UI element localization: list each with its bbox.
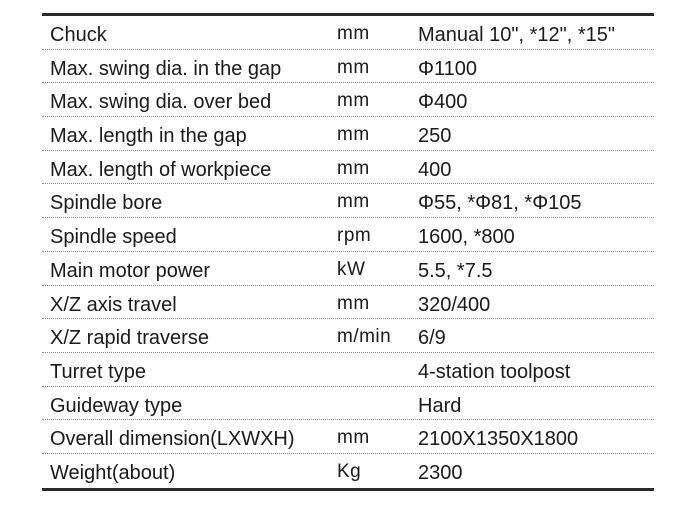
row-parameter: Spindle bore	[50, 192, 163, 215]
row-value: 1600, *800	[418, 226, 515, 249]
row-value: 320/400	[418, 293, 491, 316]
row-parameter: Max. length in the gap	[50, 125, 247, 148]
table-row	[42, 420, 654, 454]
row-unit: Kg	[337, 460, 362, 482]
row-unit: mm	[337, 23, 370, 44]
row-unit: mm	[337, 90, 370, 112]
table-row	[42, 353, 654, 387]
row-value: 2300	[418, 461, 463, 484]
row-parameter: Max. length of workpiece	[50, 158, 272, 181]
row-value: 6/9	[418, 327, 446, 350]
row-parameter: Max. swing dia. over bed	[50, 91, 272, 114]
row-unit: mm	[337, 427, 370, 449]
row-parameter: Chuck	[50, 24, 107, 46]
spec-table	[42, 13, 654, 491]
row-parameter: X/Z axis travel	[50, 293, 177, 316]
row-value: 4-station toolpost	[418, 360, 571, 383]
row-value: Φ1100	[418, 57, 477, 80]
row-parameter: Spindle speed	[50, 226, 177, 249]
row-value: Manual 10", *12", *15"	[418, 24, 615, 46]
row-parameter: Main motor power	[50, 259, 211, 282]
table-row	[42, 117, 654, 151]
table-row	[42, 151, 654, 185]
table-row	[42, 286, 654, 320]
row-value: 400	[418, 158, 452, 181]
row-unit: mm	[337, 292, 370, 314]
row-parameter: Overall dimension(LXWXH)	[50, 428, 295, 451]
row-unit: mm	[337, 191, 370, 213]
table-row	[42, 184, 654, 218]
table-row	[42, 252, 654, 286]
table-row	[42, 50, 654, 84]
table-row	[42, 16, 654, 50]
row-value: 250	[418, 125, 452, 148]
row-parameter: Turret type	[50, 360, 146, 383]
row-parameter: X/Z rapid traverse	[50, 327, 209, 350]
row-value: Hard	[418, 394, 462, 417]
row-unit: kW	[337, 258, 366, 280]
row-unit: mm	[337, 124, 370, 146]
row-unit: mm	[337, 157, 370, 179]
table-row	[42, 319, 654, 353]
row-value: 2100X1350X1800	[418, 428, 579, 451]
row-parameter: Guideway type	[50, 394, 183, 417]
table-row	[42, 83, 654, 117]
table-row	[42, 387, 654, 421]
table-row	[42, 454, 654, 488]
row-unit: m/min	[337, 326, 392, 348]
row-value: Φ55, *Φ81, *Φ105	[418, 192, 582, 215]
row-value: 5.5, *7.5	[418, 259, 493, 282]
row-parameter: Max. swing dia. in the gap	[50, 57, 282, 80]
row-parameter: Weight(about)	[50, 461, 176, 484]
row-unit: rpm	[337, 225, 372, 247]
row-value: Φ400	[418, 91, 468, 114]
row-unit: mm	[337, 56, 370, 78]
table-row	[42, 218, 654, 252]
